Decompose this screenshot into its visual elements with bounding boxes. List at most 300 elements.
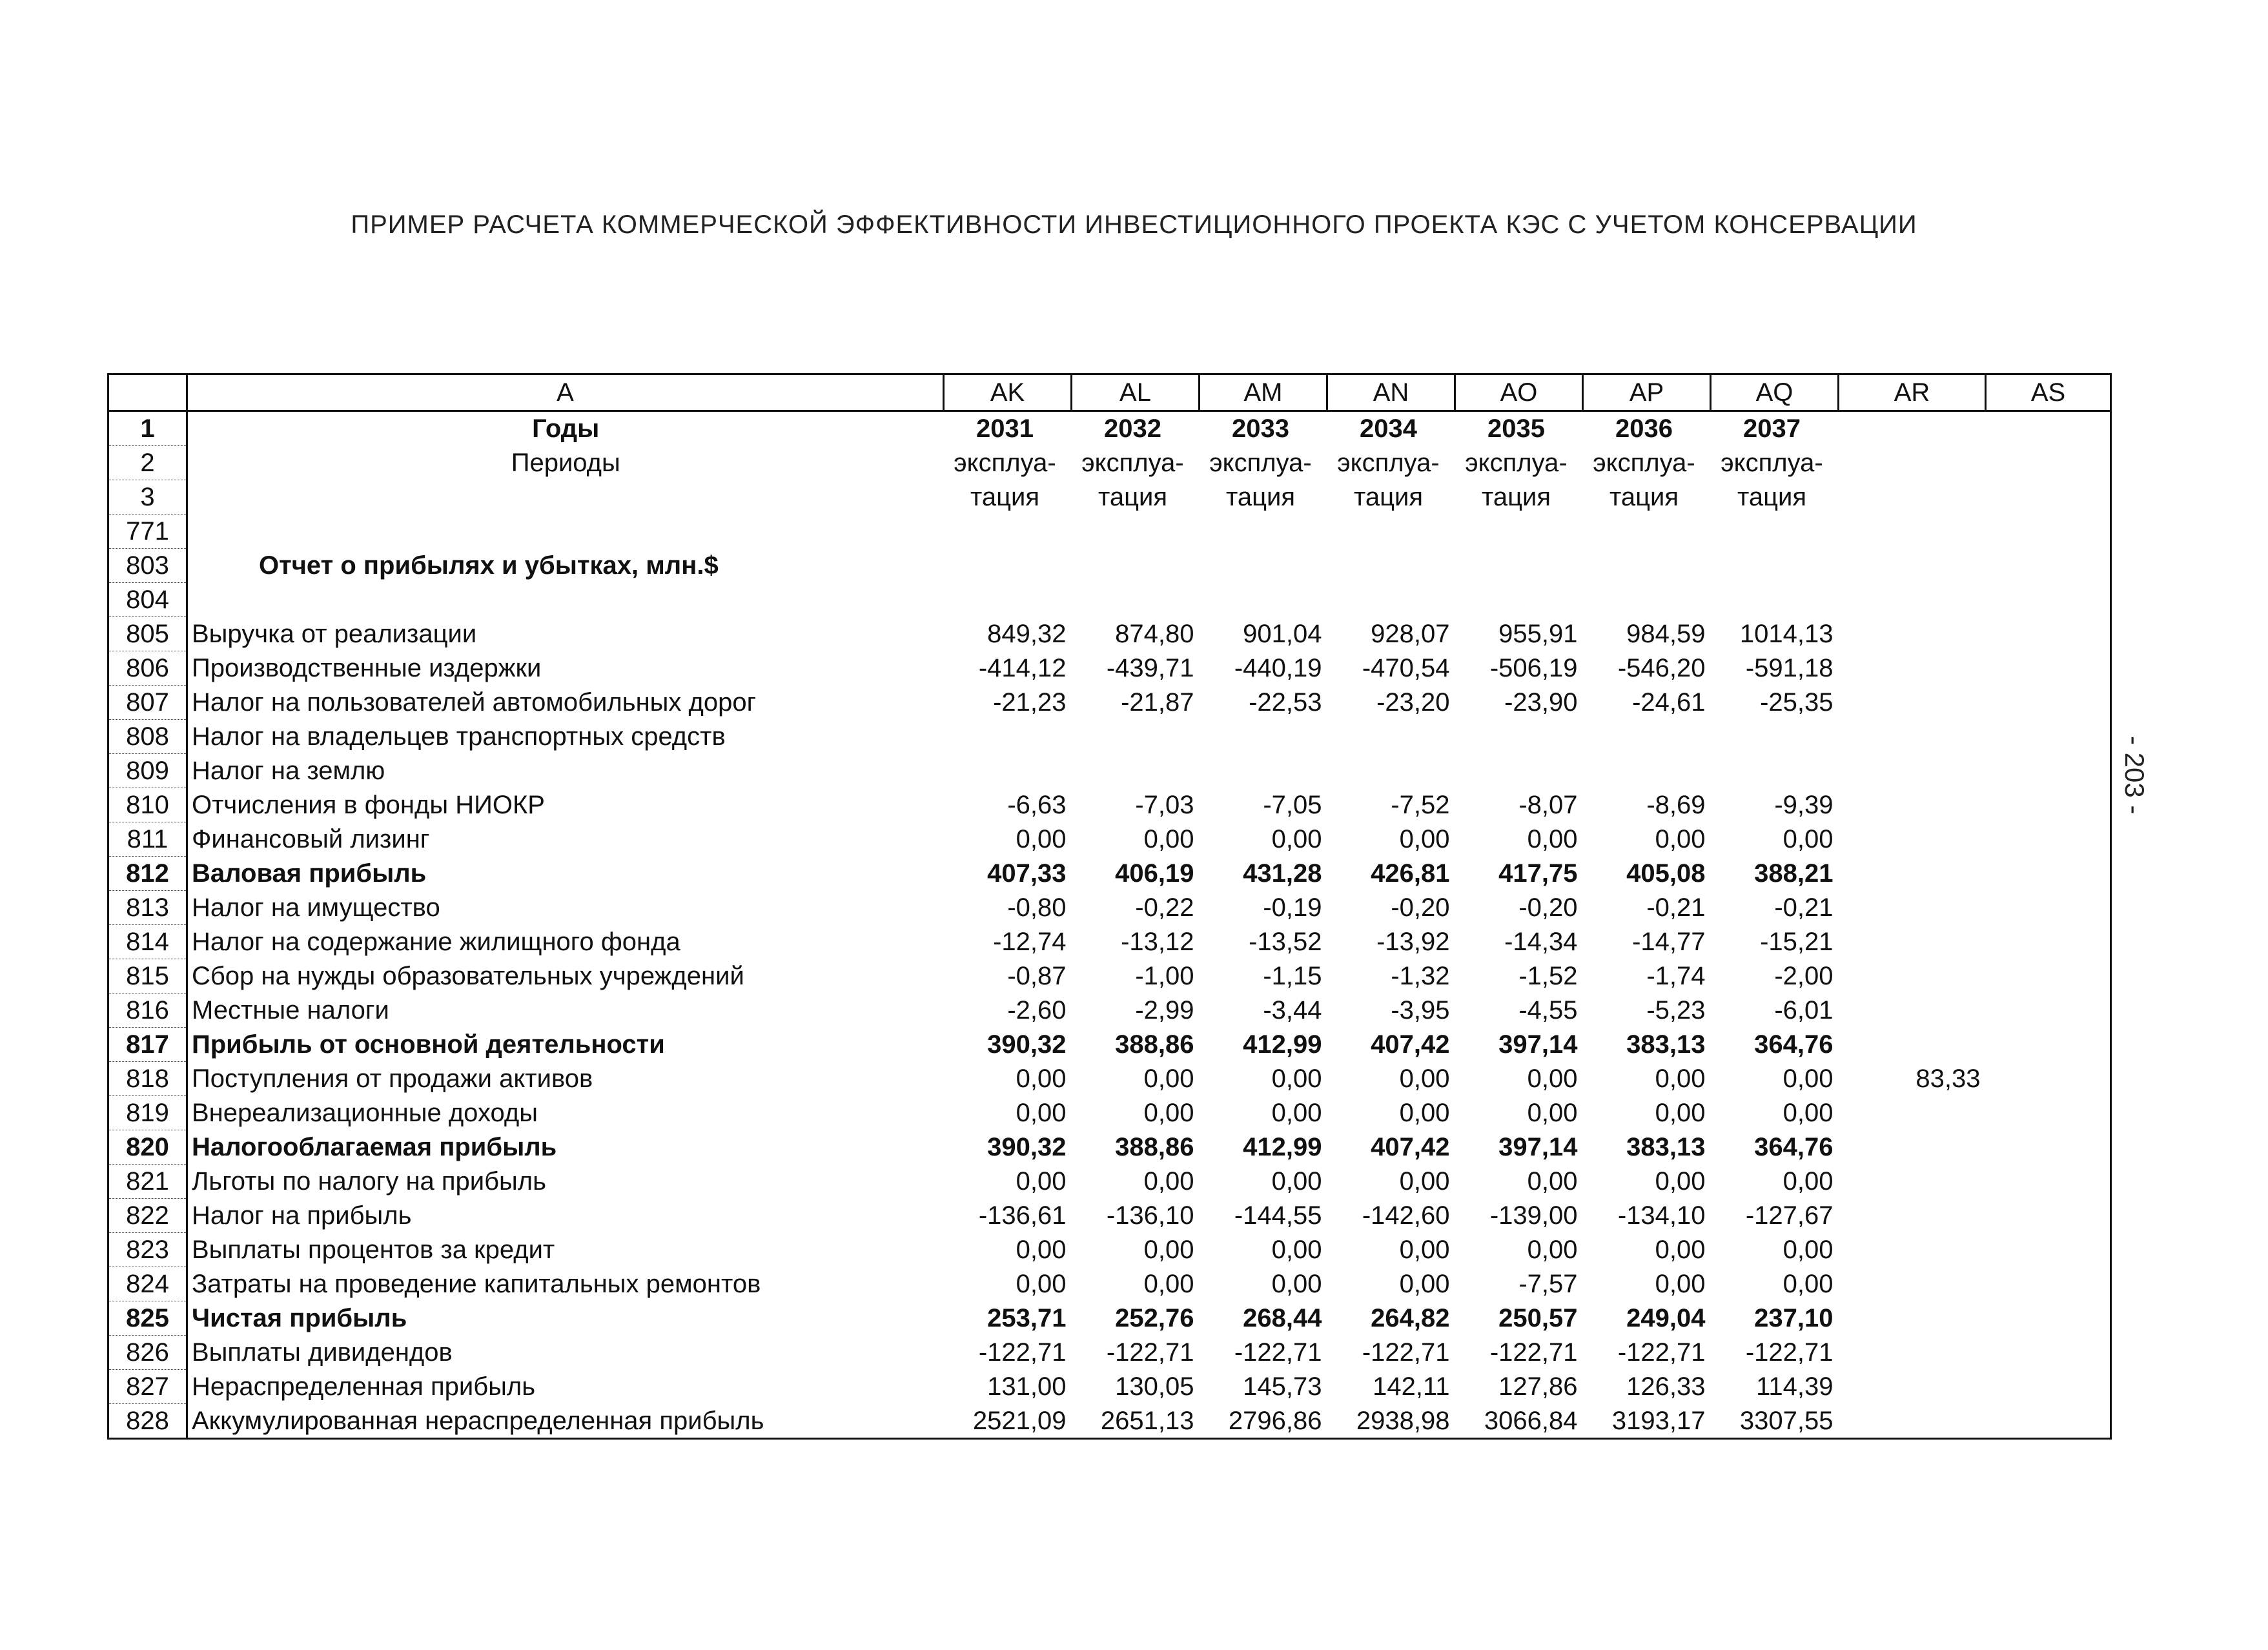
header-cell (1327, 514, 1455, 549)
table-row (108, 617, 2111, 651)
row-label: Финансовый лизинг (192, 825, 430, 853)
row-label: Внереализационные доходы (192, 1099, 538, 1127)
row-label: Налог на владельцев транспортных средств (192, 722, 726, 751)
as-cell (1986, 1199, 2111, 1233)
value-cell: 3307,55 (1711, 1404, 1839, 1439)
header-cell: 2036 (1615, 414, 1673, 443)
value-cell: 364,76 (1754, 1133, 1834, 1161)
value-cell: 397,14 (1498, 1133, 1578, 1161)
value-cell: 114,39 (1756, 1372, 1834, 1401)
header-cell: тация (1737, 483, 1807, 511)
value-cell: 0,00 (1527, 1236, 1578, 1264)
ar-cell (1839, 925, 1986, 959)
value-cell: -591,18 (1745, 654, 1834, 682)
value-cell: -122,71 (978, 1338, 1067, 1367)
value-cell: -21,23 (993, 688, 1067, 717)
value-cell: 0,00 (1143, 1099, 1194, 1127)
header-cell: тация (1609, 483, 1679, 511)
value-cell: 126,33 (1626, 1372, 1706, 1401)
table-row (108, 1233, 2111, 1267)
table-row (108, 1336, 2111, 1370)
empty-row (108, 583, 2111, 617)
header-cell: эксплуа- (1593, 449, 1695, 477)
ar-cell (1839, 822, 1986, 857)
value-cell: -0,87 (1007, 962, 1067, 990)
as-cell (1986, 1370, 2111, 1404)
value-cell: 0,00 (1527, 1099, 1578, 1127)
table-row (108, 857, 2111, 891)
value-cell: -8,07 (1518, 791, 1578, 819)
value-cell: -0,21 (1646, 893, 1706, 922)
value-cell: 388,86 (1115, 1030, 1194, 1059)
empty-cell (1711, 583, 1839, 617)
ar-cell (1839, 891, 1986, 925)
value-cell: 0,00 (1655, 1167, 1706, 1196)
empty-cell (1839, 480, 1986, 514)
row-label: Налог на содержание жилищного фонда (192, 928, 680, 956)
row-number: 771 (108, 514, 187, 549)
value-cell: -546,20 (1617, 654, 1706, 682)
value-cell: 405,08 (1626, 859, 1706, 888)
empty-cell (1986, 446, 2111, 480)
table-row (108, 891, 2111, 925)
row-number: 821 (108, 1165, 187, 1199)
header-cell: 2035 (1487, 414, 1545, 443)
row-number: 803 (108, 549, 187, 583)
row-label: Прибыль от основной деятельности (192, 1030, 665, 1059)
ar-cell (1839, 1028, 1986, 1062)
as-cell (1986, 857, 2111, 891)
corner-cell (108, 374, 187, 411)
as-cell (1986, 891, 2111, 925)
empty-cell (1839, 549, 1986, 583)
row-label: Производственные издержки (192, 654, 542, 682)
ar-cell (1839, 993, 1986, 1028)
ar-cell (1839, 1336, 1986, 1370)
value-cell (1200, 754, 1327, 788)
value-cell: 142,11 (1373, 1372, 1450, 1401)
ar-cell (1839, 617, 1986, 651)
row-number: 3 (108, 480, 187, 514)
value-cell: 0,00 (1655, 1099, 1706, 1127)
value-cell: 383,13 (1626, 1030, 1706, 1059)
row-number: 806 (108, 651, 187, 686)
value-cell: -9,39 (1774, 791, 1834, 819)
value-cell: 0,00 (1271, 1236, 1322, 1264)
empty-cell (1986, 411, 2111, 446)
header-cell: эксплуа- (1465, 449, 1568, 477)
value-cell: -127,67 (1745, 1201, 1834, 1230)
row-label (187, 514, 944, 549)
value-cell: 412,99 (1243, 1133, 1322, 1161)
table-row (108, 754, 2111, 788)
as-cell (1986, 993, 2111, 1028)
row-number: 822 (108, 1199, 187, 1233)
value-cell: -136,61 (978, 1201, 1067, 1230)
as-cell (1986, 1267, 2111, 1301)
value-cell (1072, 720, 1200, 754)
value-cell: 0,00 (1016, 1167, 1067, 1196)
value-cell: 0,00 (1399, 1167, 1450, 1196)
value-cell: -15,21 (1760, 928, 1834, 956)
as-cell (1986, 1336, 2111, 1370)
as-cell (1986, 788, 2111, 822)
value-cell: 0,00 (1271, 1064, 1322, 1093)
value-cell: -2,60 (1007, 996, 1067, 1024)
row-number: 813 (108, 891, 187, 925)
value-cell: 250,57 (1498, 1304, 1578, 1332)
empty-cell (1839, 446, 1986, 480)
row-number: 814 (108, 925, 187, 959)
value-cell: 0,00 (1783, 1099, 1834, 1127)
empty-cell (1986, 549, 2111, 583)
value-cell: 0,00 (1783, 825, 1834, 853)
row-number: 818 (108, 1062, 187, 1096)
table-row (108, 1028, 2111, 1062)
value-cell: 1014,13 (1739, 620, 1834, 648)
value-cell: 901,04 (1243, 620, 1322, 648)
header-cell (1200, 514, 1327, 549)
row-number: 812 (108, 857, 187, 891)
value-cell: 0,00 (1016, 1270, 1067, 1298)
row-number: 815 (108, 959, 187, 993)
ar-cell (1839, 754, 1986, 788)
value-cell: 0,00 (1399, 1099, 1450, 1127)
value-cell: -14,34 (1504, 928, 1578, 956)
value-cell: 390,32 (987, 1030, 1067, 1059)
row-label: Налог на пользователей автомобильных дорог (192, 688, 757, 717)
header-cell: 2037 (1743, 414, 1801, 443)
ar-cell: 83,33 (1916, 1064, 1981, 1093)
value-cell (944, 754, 1072, 788)
ar-cell (1839, 1165, 1986, 1199)
as-cell (1986, 1165, 2111, 1199)
row-number: 820 (108, 1130, 187, 1165)
empty-cell (1583, 549, 1711, 583)
as-cell (1986, 1062, 2111, 1096)
value-cell: 0,00 (1783, 1270, 1834, 1298)
value-cell: -6,63 (1007, 791, 1067, 819)
value-cell (1455, 754, 1583, 788)
value-cell: -122,71 (1362, 1338, 1450, 1367)
header-cell: 2033 (1232, 414, 1289, 443)
header-cell: тация (1098, 483, 1168, 511)
value-cell: 0,00 (1399, 1064, 1450, 1093)
header-row (108, 514, 2111, 549)
value-cell: 0,00 (1655, 1270, 1706, 1298)
value-cell: 3066,84 (1455, 1404, 1583, 1439)
value-cell: 253,71 (987, 1304, 1067, 1332)
empty-cell (1986, 583, 2111, 617)
ar-cell (1839, 788, 1986, 822)
as-cell (1986, 686, 2111, 720)
empty-cell (1986, 480, 2111, 514)
empty-cell (1455, 549, 1583, 583)
ar-cell (1839, 651, 1986, 686)
table-row (108, 822, 2111, 857)
value-cell: 0,00 (1655, 1064, 1706, 1093)
value-cell: -139,00 (1489, 1201, 1578, 1230)
value-cell: 0,00 (1271, 825, 1322, 853)
empty-cell (1711, 549, 1839, 583)
value-cell: -12,74 (993, 928, 1067, 956)
value-cell: 407,33 (987, 859, 1067, 888)
ar-cell (1839, 1370, 1986, 1404)
column-header-row (108, 374, 2111, 411)
value-cell: -7,52 (1391, 791, 1450, 819)
column-header-a: A (187, 374, 944, 411)
empty-cell (1200, 583, 1327, 617)
section-title: Отчет о прибылях и убытках, млн.$ (259, 551, 719, 580)
row-number: 827 (108, 1370, 187, 1404)
value-cell: 0,00 (1143, 1167, 1194, 1196)
value-cell: -122,71 (1234, 1338, 1322, 1367)
column-header-an: AN (1327, 374, 1455, 411)
value-cell: 388,21 (1754, 859, 1834, 888)
page-number-text: - 203 - (2120, 736, 2150, 815)
value-cell: -0,21 (1774, 893, 1834, 922)
ar-cell (1839, 1096, 1986, 1130)
row-label: Налог на имущество (192, 893, 440, 922)
row-number: 810 (108, 788, 187, 822)
as-cell (1986, 822, 2111, 857)
column-header-aq: AQ (1711, 374, 1839, 411)
value-cell: 0,00 (1527, 1064, 1578, 1093)
value-cell: -1,00 (1135, 962, 1194, 990)
value-cell: -13,52 (1249, 928, 1322, 956)
value-cell (1711, 720, 1839, 754)
value-cell: -3,44 (1263, 996, 1322, 1024)
row-label: Нераспределенная прибыль (192, 1372, 536, 1401)
header-row (108, 480, 2111, 514)
value-cell: 0,00 (1143, 1064, 1194, 1093)
value-cell: 130,05 (1115, 1372, 1194, 1401)
row-label: Налог на землю (192, 757, 385, 785)
value-cell: 849,32 (987, 620, 1067, 648)
row-number: 804 (108, 583, 187, 617)
ar-cell (1839, 1233, 1986, 1267)
as-cell (1986, 754, 2111, 788)
value-cell: 0,00 (1271, 1270, 1322, 1298)
value-cell (944, 720, 1072, 754)
value-cell: 364,76 (1754, 1030, 1834, 1059)
as-cell (1986, 1404, 2111, 1439)
row-label: Выплаты дивидендов (192, 1338, 453, 1367)
value-cell: 390,32 (987, 1133, 1067, 1161)
value-cell: 874,80 (1115, 620, 1194, 648)
table-row (108, 1096, 2111, 1130)
value-cell: 0,00 (1016, 825, 1067, 853)
ar-cell (1839, 1301, 1986, 1336)
empty-cell (187, 583, 944, 617)
value-cell: -8,69 (1646, 791, 1706, 819)
row-label: Выплаты процентов за кредит (192, 1236, 555, 1264)
table-row (108, 959, 2111, 993)
as-cell (1986, 617, 2111, 651)
value-cell: 2938,98 (1327, 1404, 1455, 1439)
row-number: 823 (108, 1233, 187, 1267)
row-number: 828 (108, 1404, 187, 1439)
value-cell: -2,99 (1135, 996, 1194, 1024)
value-cell (1200, 720, 1327, 754)
header-cell: эксплуа- (1209, 449, 1312, 477)
value-cell (1711, 754, 1839, 788)
value-cell: -134,10 (1617, 1201, 1706, 1230)
value-cell: 0,00 (1399, 825, 1450, 853)
header-row (108, 411, 2111, 446)
table-row (108, 1130, 2111, 1165)
row-number: 819 (108, 1096, 187, 1130)
header-cell: эксплуа- (954, 449, 1056, 477)
value-cell: 406,19 (1115, 859, 1194, 888)
value-cell: -470,54 (1362, 654, 1450, 682)
value-cell: 928,07 (1371, 620, 1450, 648)
header-cell: эксплуа- (1337, 449, 1440, 477)
row-number: 824 (108, 1267, 187, 1301)
column-header-ao: AO (1455, 374, 1583, 411)
value-cell: -6,01 (1774, 996, 1834, 1024)
value-cell: 0,00 (1783, 1236, 1834, 1264)
row-number: 816 (108, 993, 187, 1028)
row-number: 826 (108, 1336, 187, 1370)
value-cell: 145,73 (1243, 1372, 1322, 1401)
value-cell: -21,87 (1121, 688, 1194, 717)
value-cell: -2,00 (1774, 962, 1834, 990)
empty-cell (1839, 583, 1986, 617)
value-cell: -440,19 (1234, 654, 1322, 682)
value-cell: -122,71 (1617, 1338, 1706, 1367)
value-cell: 252,76 (1115, 1304, 1194, 1332)
value-cell: 0,00 (1016, 1099, 1067, 1127)
spreadsheet-table (107, 373, 2112, 1440)
header-cell: тация (970, 483, 1040, 511)
value-cell: 431,28 (1243, 859, 1322, 888)
value-cell: -439,71 (1106, 654, 1194, 682)
page-title: ПРИМЕР РАСЧЕТА КОММЕРЧЕСКОЙ ЭФФЕКТИВНОСТИ ИНВЕСТИЦИОННОГО ПРОЕКТА КЭС С УЧЕТОМ КОНСЕРВАЦИИ (351, 210, 1917, 239)
row-label: Налогооблагаемая прибыль (192, 1133, 557, 1161)
header-row (108, 446, 2111, 480)
table-row (108, 788, 2111, 822)
value-cell: 407,42 (1371, 1133, 1450, 1161)
table-row (108, 651, 2111, 686)
header-cell: 2032 (1104, 414, 1161, 443)
empty-cell (1072, 583, 1200, 617)
value-cell: 0,00 (1143, 1270, 1194, 1298)
row-number: 807 (108, 686, 187, 720)
column-header-ap: AP (1583, 374, 1711, 411)
row-number: 1 (108, 411, 187, 446)
value-cell: -1,15 (1263, 962, 1322, 990)
table-row (108, 686, 2111, 720)
value-cell (1455, 720, 1583, 754)
value-cell: -13,92 (1376, 928, 1450, 956)
value-cell (1072, 754, 1200, 788)
empty-cell (1327, 583, 1455, 617)
row-label: Затраты на проведение капитальных ремонтов (192, 1270, 761, 1298)
row-label: Льготы по налогу на прибыль (192, 1167, 546, 1196)
value-cell: 131,00 (987, 1372, 1067, 1401)
value-cell: 383,13 (1626, 1133, 1706, 1161)
empty-cell (944, 583, 1072, 617)
value-cell: -142,60 (1362, 1201, 1450, 1230)
value-cell: 0,00 (1527, 1167, 1578, 1196)
value-cell: -1,32 (1391, 962, 1450, 990)
value-cell: -144,55 (1234, 1201, 1322, 1230)
value-cell: 0,00 (1271, 1167, 1322, 1196)
value-cell: 0,00 (1655, 825, 1706, 853)
row-label: Периоды (511, 449, 620, 477)
value-cell: 237,10 (1754, 1304, 1834, 1332)
value-cell: 388,86 (1115, 1133, 1194, 1161)
empty-cell (1839, 411, 1986, 446)
value-cell: 0,00 (1271, 1099, 1322, 1127)
row-label: Аккумулированная нераспределенная прибыль (187, 1404, 944, 1439)
header-cell (1711, 514, 1839, 549)
value-cell (1583, 754, 1711, 788)
empty-cell (1986, 514, 2111, 549)
header-cell (1583, 514, 1711, 549)
value-cell: -1,74 (1646, 962, 1706, 990)
as-cell (1986, 651, 2111, 686)
row-label: Отчисления в фонды НИОКР (192, 791, 545, 819)
ar-cell (1839, 1267, 1986, 1301)
row-number: 805 (108, 617, 187, 651)
as-cell (1986, 1096, 2111, 1130)
value-cell: 426,81 (1371, 859, 1450, 888)
value-cell: -0,80 (1007, 893, 1067, 922)
value-cell: -22,53 (1249, 688, 1322, 717)
column-header-am: AM (1200, 374, 1327, 411)
value-cell: -1,52 (1518, 962, 1578, 990)
header-cell (1072, 514, 1200, 549)
header-cell: тация (1353, 483, 1424, 511)
row-label: Выручка от реализации (192, 620, 477, 648)
header-cell: 2034 (1360, 414, 1417, 443)
column-header-ar: AR (1839, 374, 1986, 411)
value-cell: 0,00 (1399, 1236, 1450, 1264)
value-cell: 268,44 (1243, 1304, 1322, 1332)
ar-cell (1839, 720, 1986, 754)
as-cell (1986, 1130, 2111, 1165)
value-cell: -23,20 (1376, 688, 1450, 717)
row-label: Налог на прибыль (192, 1201, 412, 1230)
value-cell: -414,12 (978, 654, 1067, 682)
value-cell: -136,10 (1106, 1201, 1194, 1230)
value-cell: 0,00 (1399, 1270, 1450, 1298)
value-cell: -122,71 (1106, 1338, 1194, 1367)
header-cell: эксплуа- (1081, 449, 1184, 477)
header-cell: тация (1225, 483, 1296, 511)
value-cell: -3,95 (1391, 996, 1450, 1024)
value-cell: -25,35 (1760, 688, 1834, 717)
value-cell: 397,14 (1498, 1030, 1578, 1059)
empty-cell (1839, 514, 1986, 549)
value-cell: 249,04 (1626, 1304, 1706, 1332)
table-row (108, 1370, 2111, 1404)
value-cell (1327, 720, 1455, 754)
value-cell: -122,71 (1745, 1338, 1834, 1367)
as-cell (1986, 959, 2111, 993)
as-cell (1986, 720, 2111, 754)
table-row (108, 1199, 2111, 1233)
value-cell: 0,00 (1143, 825, 1194, 853)
value-cell: -122,71 (1489, 1338, 1578, 1367)
row-label: Поступления от продажи активов (192, 1064, 593, 1093)
row-number: 817 (108, 1028, 187, 1062)
value-cell: -7,57 (1518, 1270, 1578, 1298)
ar-cell (1839, 857, 1986, 891)
value-cell: 0,00 (1783, 1064, 1834, 1093)
